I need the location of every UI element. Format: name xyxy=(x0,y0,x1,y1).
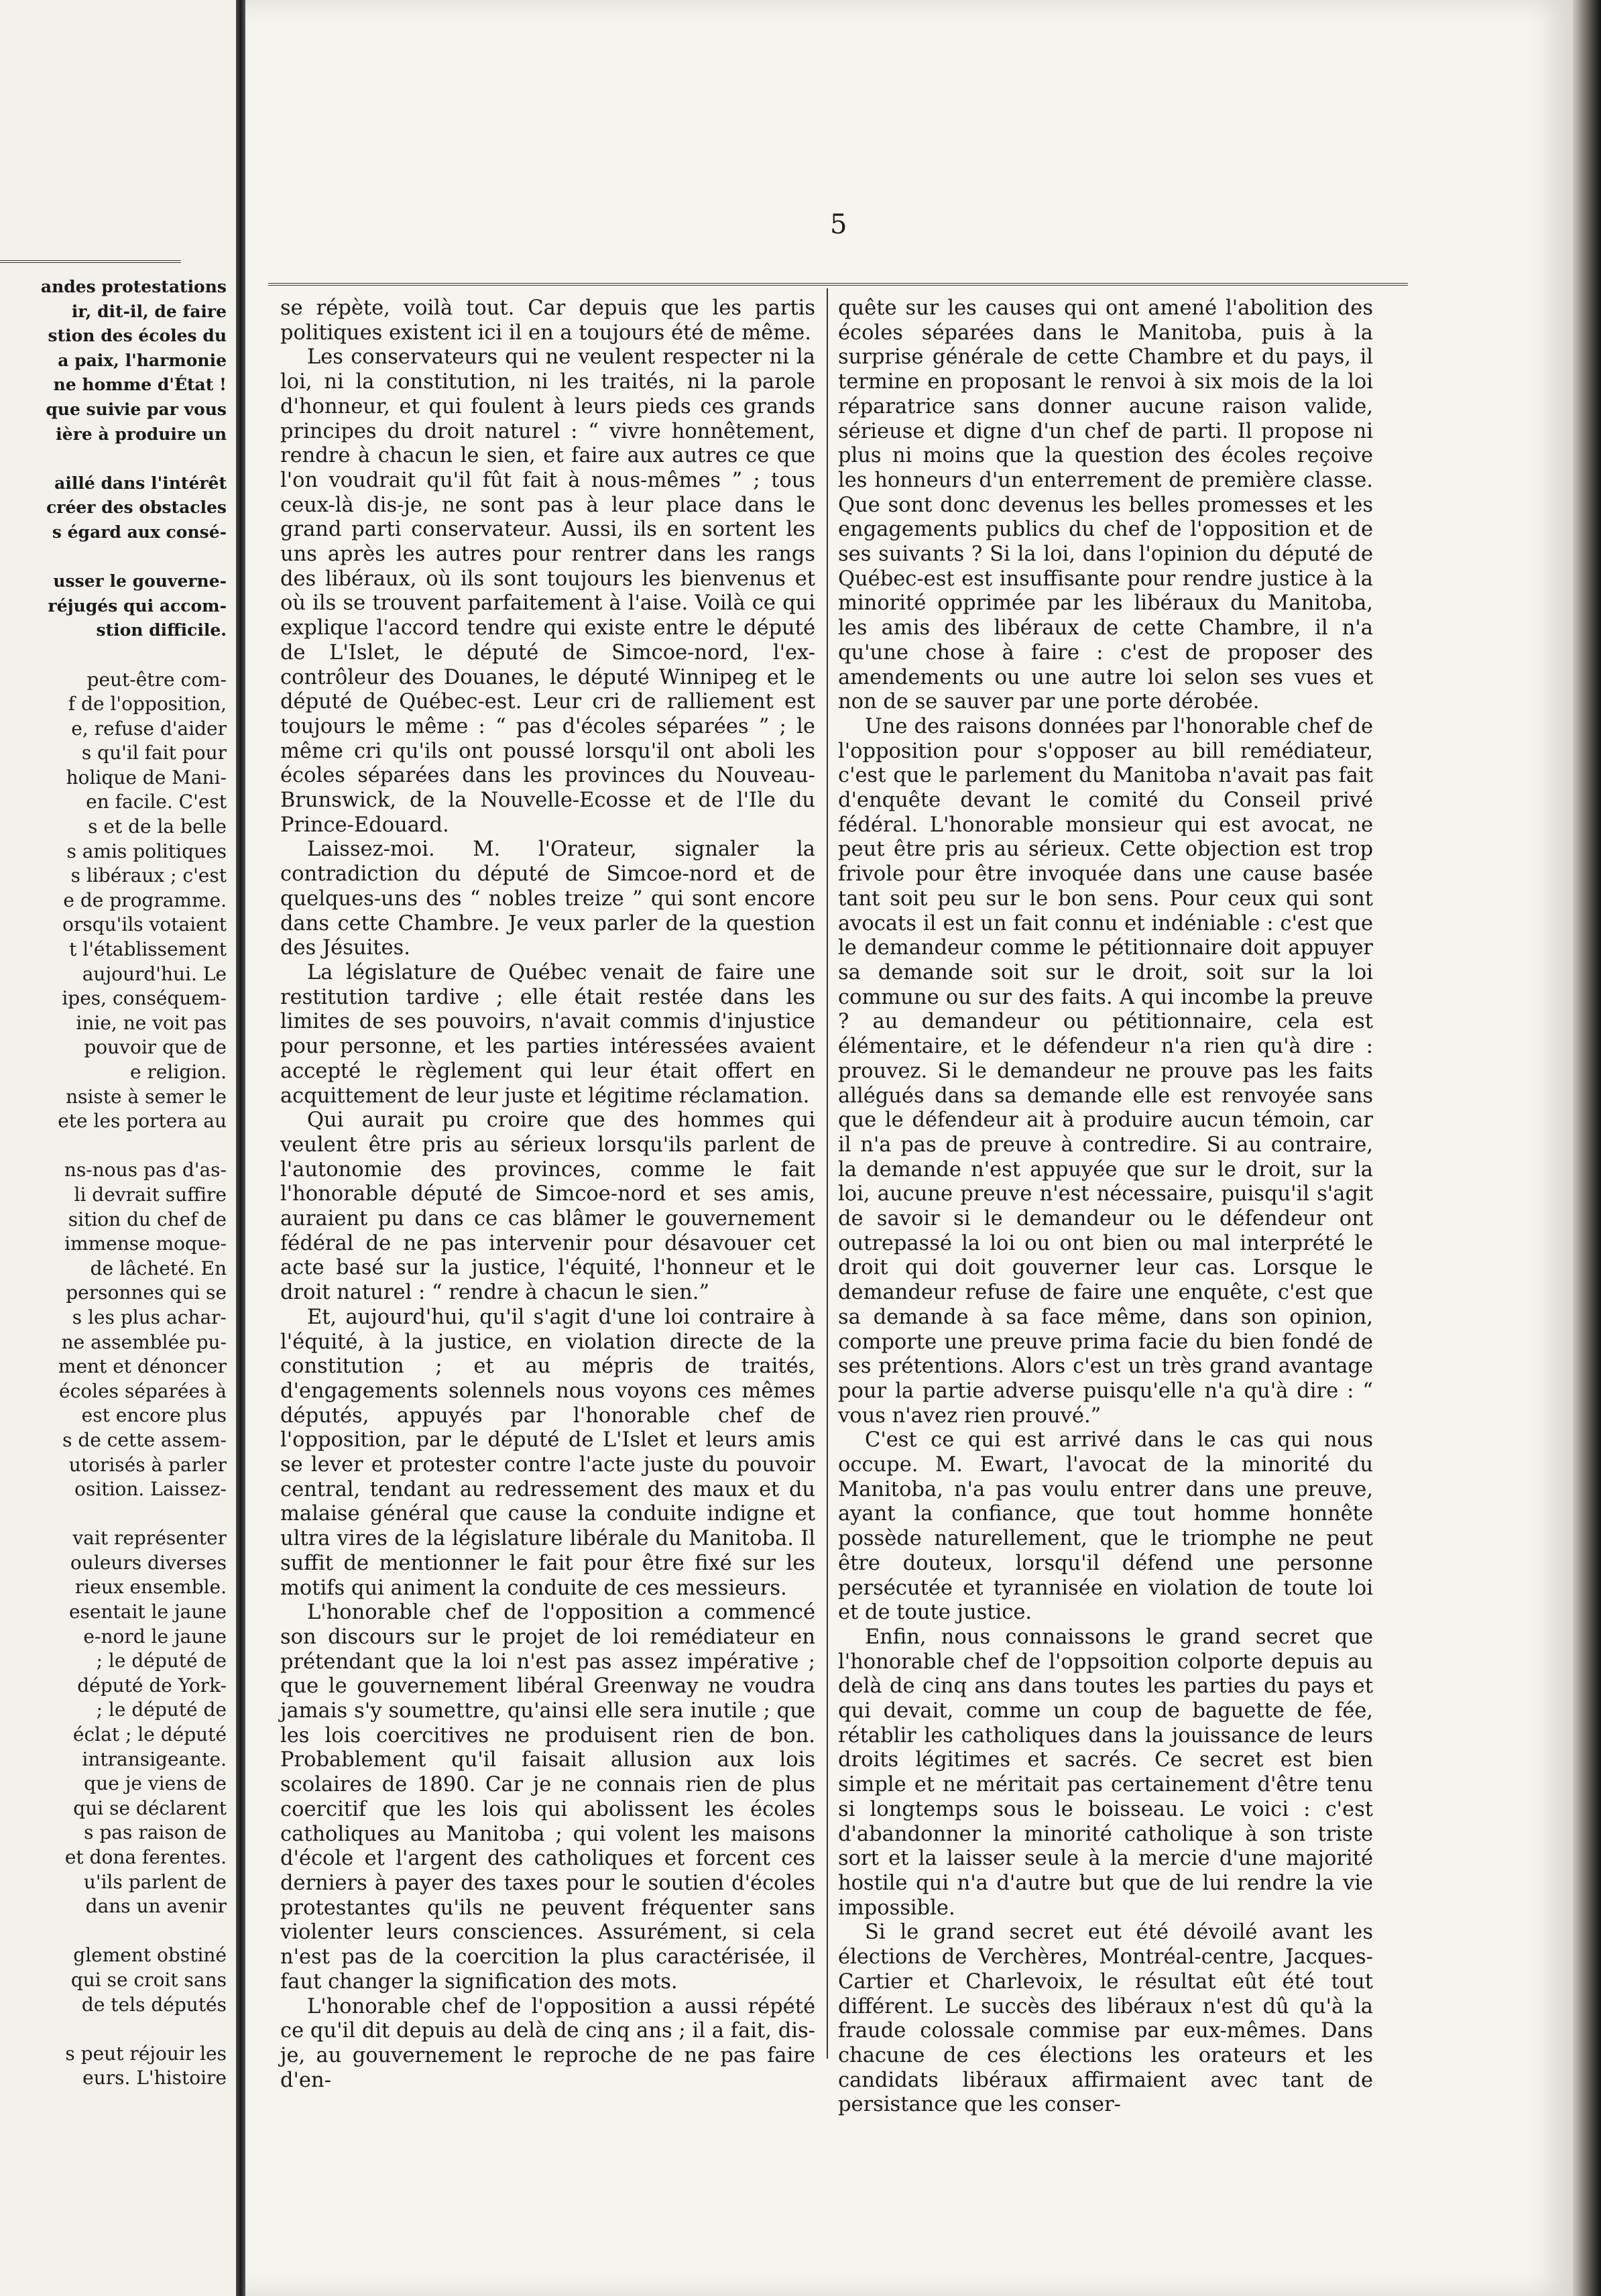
previous-page-line: s pas raison de xyxy=(84,1821,227,1844)
previous-page-line: t l'établissement xyxy=(69,938,227,961)
previous-page-line: utorisés à parler xyxy=(68,1453,227,1476)
previous-page-line: sition du chef de xyxy=(68,1208,227,1230)
paragraph: Enfin, nous connaissons le grand secret que l'honorable chef de l'oppsoition colporte depuis au delà de cinq ans dans toutes les parties du pays et qui devait, comme un coup de baguette de fée, rétablir les catholiques dans la jouissance de leurs droits légitimes et sacrés. Ce secret est bien simple et ne méritait pas certainement d'être tenu si longtemps sous le boisseau. Le voici : c'est d'abandonner la minorité catholique à son triste sort et la laisser seule à la mercie d'une majorité hostile qui n'a d'autre but que de lui rendre la vie impossible. xyxy=(838,1625,1373,1920)
previous-page-line: personnes qui se xyxy=(66,1281,227,1304)
previous-page-line: holique de Mani- xyxy=(66,766,227,789)
previous-page-line: écoles séparées à xyxy=(59,1379,227,1402)
previous-page-line: de lâcheté. En xyxy=(90,1257,227,1279)
previous-page-line: stion difficile. xyxy=(96,620,227,640)
previous-page-line xyxy=(5,2017,227,2042)
previous-page-line: intransigeante. xyxy=(82,1747,227,1770)
previous-page-line: ment et dénoncer xyxy=(58,1355,227,1378)
previous-page-line: e-nord le jaune xyxy=(83,1625,227,1648)
previous-page-line: que suivie par vous xyxy=(46,399,227,419)
book-gutter xyxy=(236,0,245,2296)
previous-page-line: f de l'opposition, xyxy=(68,693,227,715)
previous-page-line xyxy=(5,1134,227,1159)
previous-page-line: ne homme d'État ! xyxy=(53,375,227,395)
previous-page-line: ouleurs diverses xyxy=(70,1551,227,1574)
previous-page-line: vait représenter xyxy=(72,1527,227,1550)
previous-page-line: qui se croit sans xyxy=(70,1968,227,1991)
previous-page-line: li devrait suffire xyxy=(74,1183,227,1206)
page-number: 5 xyxy=(830,209,847,240)
previous-page-line: andes protestations xyxy=(40,277,227,296)
previous-page-line: créer des obstacles xyxy=(46,498,227,518)
previous-page-line: ière à produire un xyxy=(56,424,227,444)
paragraph: se répète, voilà tout. Car depuis que les partis politiques existent ici il en a toujours été de même. xyxy=(280,296,815,345)
previous-page-line: e de programme. xyxy=(63,888,227,911)
paragraph: C'est ce qui est arrivé dans le cas qui nous occupe. M. Ewart, l'avocat de la minorité du Manitoba, n'a pas voulu entrer dans une preuve, ayant la confiance, que tout homme honnête possède naturellement, que le triomphe ne peut être douteux, lorsqu'il défend une personne persécutée et tyrannisée en violation de toute loi et de toute justice. xyxy=(838,1428,1373,1625)
previous-page-header-rule xyxy=(0,260,181,263)
previous-page-line xyxy=(5,1502,227,1527)
paragraph: Une des raisons données par l'honorable chef de l'opposition pour s'opposer au bill remédiateur, c'est que le parlement du Manitoba n'avait pas fait d'enquête devant le comité du Conseil privé fédéral. L'honorable monsieur qui est avocat, ne peut être pris au sérieux. Cette objection est trop frivole pour être invoquée dans une cause basée tant soit peu sur le bon sens. Pour ceux qui sont avocats il est un fait connu et indéniable : c'est que le demandeur comme le pétitionnaire doit appuyer sa demande soit sur le droit, soit sur la loi commune ou sur des faits. A qui incombe la preuve ? au demandeur ou pétitionnaire, cela est élémentaire, et le défendeur n'a rien qu'à dire : prouvez. Si le demandeur ne prouve pas les faits allégués dans sa demande elle est renvoyée sans que le défendeur ait à produire aucun témoin, car il n'a pas de preuve à contredire. Si au contraire, la demande n'est appuyée que sur le droit, sur la loi, aucune preuve n'est nécessaire, puisqu'il s'agit de savoir si le demandeur ou le défendeur ont outrepassé la loi ou ont bien ou mal interprété le droit qui doit gouverner leur cas. Lorsque le demandeur refuse de faire une enquête, c'est que sa demande à sa face même, dans son opinion, comporte une preuve prima facie du bien fondé de ses prétentions. Alors c'est un très grand avantage pour la partie adverse puisqu'elle n'a qu'à dire : “ vous n'avez rien prouvé.” xyxy=(838,714,1373,1428)
previous-page-line: dans un avenir xyxy=(85,1895,227,1918)
previous-page-line: eurs. L'histoire xyxy=(82,2067,227,2089)
previous-page-line: inie, ne voit pas xyxy=(76,1011,227,1034)
paragraph: L'honorable chef de l'opposition a aussi répété ce qu'il dit depuis au delà de cinq ans ; il a fait, dis-je, au gouvernement le reproche de ne pas faire d'en- xyxy=(280,1994,815,2092)
previous-page-line: qui se déclarent xyxy=(73,1796,227,1819)
previous-page-line: que je viens de xyxy=(84,1772,227,1795)
previous-page-line: ete les portera au xyxy=(58,1110,227,1133)
previous-page-line: en facile. C'est xyxy=(86,791,227,813)
previous-page-line xyxy=(5,1919,227,1944)
previous-page-line: glement obstiné xyxy=(73,1944,227,1967)
previous-page-line: a paix, l'harmonie xyxy=(58,350,227,370)
previous-page-line: esentait le jaune xyxy=(68,1601,227,1623)
previous-page-line: u'ils parlent de xyxy=(83,1870,227,1893)
previous-page-line: s qu'il fait pour xyxy=(81,742,227,764)
previous-page-line: ns-nous pas d'as- xyxy=(64,1159,227,1182)
right-column xyxy=(838,296,1373,2118)
previous-page-line: orsqu'ils votaient xyxy=(62,913,227,936)
previous-page-line: s égard aux consé- xyxy=(52,522,227,542)
previous-page-line: ; le député de xyxy=(96,1650,227,1672)
paragraph: Si le grand secret eut été dévoilé avant les élections de Verchères, Montréal-centre, Jacques-Cartier et Charlevoix, le résultat eût été tout différent. Le succès des libéraux n'est dû qu'à la fraude colossale commise par eux-mêmes. Dans chacune de ces élections les orateurs et les candidats libéraux affirmaient avec tant de persistance que les conser- xyxy=(838,1920,1373,2117)
paragraph: L'honorable chef de l'opposition a commencé son discours sur le projet de loi remédiateur en prétendant que la loi n'est pas assez impérative ; que le gouvernement libéral Greenway ne voudra jamais s'y soumettre, qu'ainsi elle sera inutile ; que les lois coercitives ne produisent rien de bon. Probablement qu'il faisait allusion aux lois scolaires de 1890. Car je ne connais rien de plus coercitif que les lois qui abolissent les écoles catholiques au Manitoba ; qui volent les maisons d'école et l'argent des catholiques et forcent ces derniers à payer des taxes pour le soutien d'écoles protestantes qu'ils ne peuvent fréquenter sans violenter leurs consciences. Assurément, si cela n'est pas de la coercition la plus caractérisée, il faut changer la signification des mots. xyxy=(280,1601,815,1994)
previous-page-line xyxy=(5,447,227,471)
previous-page-line: pouvoir que de xyxy=(84,1036,227,1059)
previous-page-line xyxy=(5,643,227,668)
previous-page-line: rieux ensemble. xyxy=(74,1576,227,1599)
previous-page-line: s libéraux ; c'est xyxy=(70,864,227,887)
previous-page-line: député de York- xyxy=(77,1674,227,1697)
previous-page-strip xyxy=(0,0,236,2296)
previous-page-line: éclat ; le député xyxy=(72,1723,227,1746)
previous-page-line: ipes, conséquem- xyxy=(62,987,227,1010)
previous-page-line: aillé dans l'intérêt xyxy=(54,473,227,493)
column-divider xyxy=(827,288,828,2059)
previous-page-line: ; le député de xyxy=(96,1699,227,1721)
previous-page-line: aujourd'hui. Le xyxy=(82,962,227,985)
previous-page-line: usser le gouverne- xyxy=(53,571,227,591)
previous-page-line xyxy=(5,545,227,570)
previous-page-line: s peut réjouir les xyxy=(65,2042,227,2065)
previous-page-line: peut-être com- xyxy=(86,668,227,691)
previous-page-line: est encore plus xyxy=(81,1404,227,1427)
previous-page-line: et dona ferentes. xyxy=(64,1846,227,1868)
page-edge xyxy=(1573,0,1601,2296)
paragraph: Laissez-moi. M. l'Orateur, signaler la contradiction du député de Simcoe-nord et de quelques-uns des “ nobles treize ” qui sont encore dans cette Chambre. Je veux parler de la question des Jésuites. xyxy=(280,838,815,960)
previous-page-line: immense moque- xyxy=(64,1232,227,1255)
previous-page-line: osition. Laissez- xyxy=(74,1478,227,1501)
previous-page-line: réjugés qui accom- xyxy=(48,595,227,616)
previous-page-line: s amis politiques xyxy=(66,840,227,862)
previous-page-line: stion des écoles du xyxy=(48,326,227,346)
previous-page-column xyxy=(5,275,227,2091)
paragraph: Les conservateurs qui ne veulent respecter ni la loi, ni la constitution, ni les traités, ni la parole d'honneur, et qui foulent à leurs pieds ces grands principes du droit naturel : “ vivre honnêtement, rendre à chacun le sien, et faire aux autres ce que l'on voudrait qu'il fût fait à nous-mêmes ” ; tous ceux-là dis-je, ne sont pas à leur place dans le grand parti conservateur. Aussi, ils en sortent les uns après les autres pour rentrer dans les rangs des libéraux, où ils sont toujours les bienvenus et où ils se trouvent parfaitement à l'aise. Voilà ce qui explique l'accord tendre qui existe entre le député de L'Islet, le député de Simcoe-nord, l'ex-contrôleur des Douanes, le député Winnipeg et le député de Québec-est. Leur cri de ralliement est toujours le même : “ pas d'écoles séparées ” ; le même cri qu'ils ont poussé lorsqu'il ont aboli les écoles séparées dans les provinces du Nouveau-Brunswick, de la Nouvelle-Ecosse et de l'Ile du Prince-Edouard. xyxy=(280,345,815,837)
previous-page-line: e religion. xyxy=(129,1061,227,1083)
previous-page-line: de tels députés xyxy=(81,1993,227,2016)
header-rule xyxy=(268,283,1408,286)
paragraph: La législature de Québec venait de faire une restitution tardive ; elle était restée dans les limites de ses pouvoirs, n'avait commis d'injustice pour personne, et les parties intéressées avaient accepté le règlement qui leur était offert en acquittement de leur juste et légitime réclamation. xyxy=(280,960,815,1108)
paragraph: quête sur les causes qui ont amené l'abolition des écoles séparées dans le Manitoba, puis à la surprise générale de cette Chambre et du pays, il termine en proposant le renvoi à six mois de la loi réparatrice sans donner aucune raison valide, sérieuse et digne d'un chef de parti. Il propose ni plus ni moins que la question des écoles reçoive les honneurs d'un enterrement de première classe. Que sont donc devenus les belles promesses et les engagements publics du chef de l'opposition et de ses suivants ? Si la loi, dans l'opinion du député de Québec-est est insuffisante pour rendre justice à la minorité opprimée par les libéraux du Manitoba, les amis des libéraux de cette Chambre, il n'a qu'une chose à faire : c'est de proposer des amendements ou une autre loi selon ses vues et non de se sauver par une porte dérobée. xyxy=(838,296,1373,714)
paragraph: Qui aurait pu croire que des hommes qui veulent être pris au sérieux lorsqu'ils parlent de l'autonomie des provinces, comme le fait l'honorable député de Simcoe-nord et ses amis, auraient pu dans ce cas blâmer le gouvernement fédéral de ne pas intervenir pour désavouer cet acte basé sur la justice, l'équité, l'honneur et le droit naturel : “ rendre à chacun le sien.” xyxy=(280,1108,815,1305)
previous-page-line: ne assemblée pu- xyxy=(61,1330,227,1353)
left-column xyxy=(280,296,815,2093)
previous-page-line: nsiste à semer le xyxy=(66,1085,227,1108)
previous-page-line: e, refuse d'aider xyxy=(71,717,227,740)
previous-page-line: ir, dit-il, de faire xyxy=(71,301,227,321)
previous-page-line: s de cette assem- xyxy=(62,1428,227,1451)
previous-page-line: s les plus achar- xyxy=(72,1306,227,1328)
paragraph: Et, aujourd'hui, qu'il s'agit d'une loi contraire à l'équité, à la justice, en violation directe de la constitution ; et au mépris de traités, d'engagements solennels nous voyons ces mêmes députés, appuyés par l'honorable chef de l'opposition, par le député de L'Islet et leurs amis se lever et protester contre l'acte juste du pouvoir central, tendant au redressement des maux et du malaise général que cause la conduite indigne et ultra vires de la législature libérale du Manitoba. Il suffit de mentionner le fait pour être fixé sur les motifs qui animent la conduite de ces messieurs. xyxy=(280,1305,815,1600)
previous-page-line: s et de la belle xyxy=(88,815,227,838)
